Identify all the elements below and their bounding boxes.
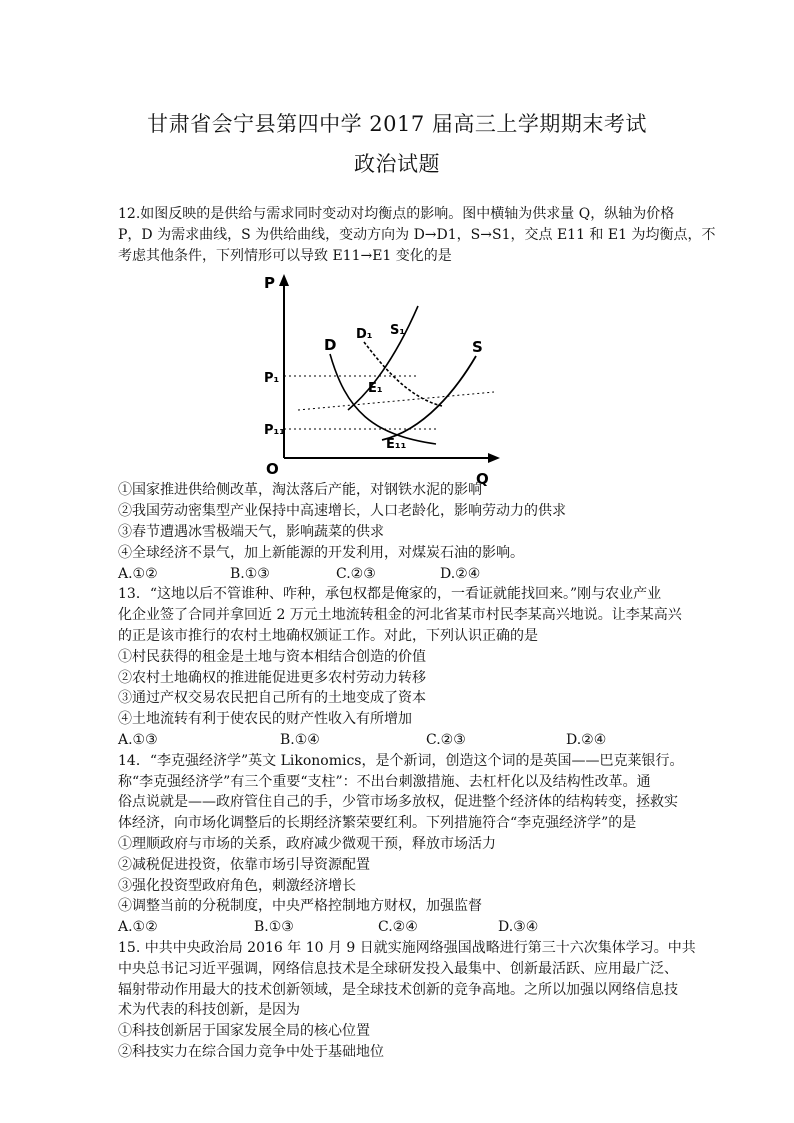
label-p1: P₁ (264, 371, 280, 387)
q13-item: ④土地流转有利于使农民的财产性收入有所增加 (118, 711, 412, 728)
price-axis-arrow (279, 274, 289, 286)
question-12 (118, 204, 716, 584)
q13-option-b: B.①④ (280, 731, 320, 748)
q14-stem-line: 俗点说就是——政府管住自己的手，少管市场多放权，促进整个经济体的结构转变，拯救实 (118, 794, 678, 811)
q14-item: ①理顺政府与市场的关系，政府减少微观干预，释放市场活力 (118, 835, 496, 852)
supply-demand-figure (118, 266, 688, 489)
q12-option-d: D.②④ (440, 565, 481, 582)
q14-stem-line: 体经济，向市场化调整后的长期经济繁荣要红利。下列措施符合“李克强经济学”的是 (118, 815, 637, 832)
supply-curve-s1 (348, 306, 418, 410)
q13-item: ③通过产权交易农民把自己所有的土地变成了资本 (118, 690, 426, 707)
q12-options (118, 564, 688, 585)
q14-item: ④调整当前的分税制度，中央严格控制地方财权，加强监督 (118, 898, 482, 915)
label-p11: P₁₁ (264, 423, 285, 439)
origin-label: O (266, 460, 279, 479)
q15-item: ①科技创新居于国家发展全局的核心位置 (118, 1023, 370, 1040)
q12-item: ①国家推进供给侧改革，淘汰落后产能，对钢铁水泥的影响 (118, 482, 482, 499)
q12-stem-line: 12.如图反映的是供给与需求同时变动对均衡点的影响。图中横轴为供求量 Q，纵轴为价格 (118, 206, 675, 222)
q12-option-a: A.①② (118, 565, 158, 582)
q12-item: ③春节遭遇冰雪极端天气，影响蔬菜的供求 (118, 523, 384, 540)
q13-stem-line: 的正是该市推行的农村土地确权颁证工作。对此，下列认识正确的是 (118, 627, 538, 644)
demand-curve-d1 (364, 342, 442, 406)
label-s1: S₁ (390, 323, 406, 339)
shifted-supply-guide (298, 392, 494, 410)
demand-curve-d (330, 354, 436, 444)
q13-item: ①村民获得的租金是土地与资本相结合创造的价值 (118, 648, 426, 665)
q12-item: ②我国劳动密集型产业保持中高速增长，人口老龄化，影响劳动力的供求 (118, 503, 566, 520)
label-d: D (324, 336, 337, 355)
q15-stem-line: 中央总书记习近平强调，网络信息技术是全球研发投入最集中、创新最活跃、应用最广泛、 (118, 960, 678, 977)
q12-stem-line: 考虑其他条件，下列情形可以导致 E11→E1 变化的是 (118, 247, 452, 264)
q14-option-b: B.①③ (254, 919, 294, 936)
question-15 (118, 938, 696, 1063)
q14-option-a: A.①② (118, 919, 158, 936)
q15-item: ②科技实力在综合国力竞争中处于基础地位 (118, 1043, 384, 1060)
q14-option-c: C.②④ (378, 919, 418, 936)
q13-stem-line: 化企业签了合同并拿回近 2 万元土地流转租金的河北省某市村民李某高兴地说。让李某高兴 (118, 607, 682, 624)
q14-item: ②减税促进投资，依靠市场引导资源配置 (118, 856, 370, 873)
q14-stem-line: 称“李克强经济学”有三个重要“支柱”：不出台刺激措施、去杠杆化以及结构性改革。通 (118, 773, 651, 790)
label-e11: E₁₁ (386, 437, 407, 453)
label-e1: E₁ (368, 381, 383, 397)
exam-title: 甘肃省会宁县第四中学 2017 届高三上学期期末考试 (147, 112, 647, 136)
question-13 (118, 584, 688, 750)
q14-options (118, 917, 688, 938)
q12-stem-line: P，D 为需求曲线，S 为供给曲线，变动方向为 D→D1，S→S1，交点 E11 和 E1 为均衡点，不 (118, 226, 716, 243)
q13-option-d: D.②④ (566, 731, 607, 748)
axis-label-p: P (264, 274, 275, 293)
label-s: S (472, 338, 483, 357)
label-d1: D₁ (356, 327, 373, 343)
q12-item: ④全球经济不景气，加上新能源的开发利用，对煤炭石油的影响。 (118, 544, 524, 561)
q14-item: ③强化投资型政府角色，刺激经济增长 (118, 877, 356, 894)
q13-item: ②农村土地确权的推进能促进更多农村劳动力转移 (118, 669, 426, 686)
q12-option-c: C.②③ (336, 565, 376, 582)
axis-label-q: Q (476, 470, 489, 489)
q15-stem-line: 辐射带动作用最大的技术创新领域，是全球技术创新的竞争高地。之所以加强以网络信息技 (118, 981, 678, 998)
q14-stem-line: 14．“李克强经济学”英文 Likonomics，是个新词，创造这个词的是英国——巴克莱银行。 (118, 752, 684, 769)
exam-subtitle: 政治试题 (354, 152, 440, 176)
q13-options (118, 730, 688, 751)
question-14 (118, 751, 688, 938)
question-body (118, 204, 716, 1063)
q13-option-a: A.①③ (118, 731, 158, 748)
q14-option-d: D.③④ (498, 919, 539, 936)
supply-demand-diagram (264, 270, 504, 489)
q12-option-b: B.①③ (230, 565, 270, 582)
q13-stem-line: 13．“这地以后不管谁种、咋种，承包权都是俺家的，一看证就能找回来。”刚与农业产业 (118, 586, 662, 603)
quantity-axis-arrow (488, 453, 500, 463)
q15-stem-line: 术为代表的科技创新，是因为 (118, 1002, 300, 1019)
q13-option-c: C.②③ (426, 731, 466, 748)
q15-stem-line: 15. 中共中央政治局 2016 年 10 月 9 日就实施网络强国战略进行第三十六次集体学习。中共 (118, 939, 696, 956)
